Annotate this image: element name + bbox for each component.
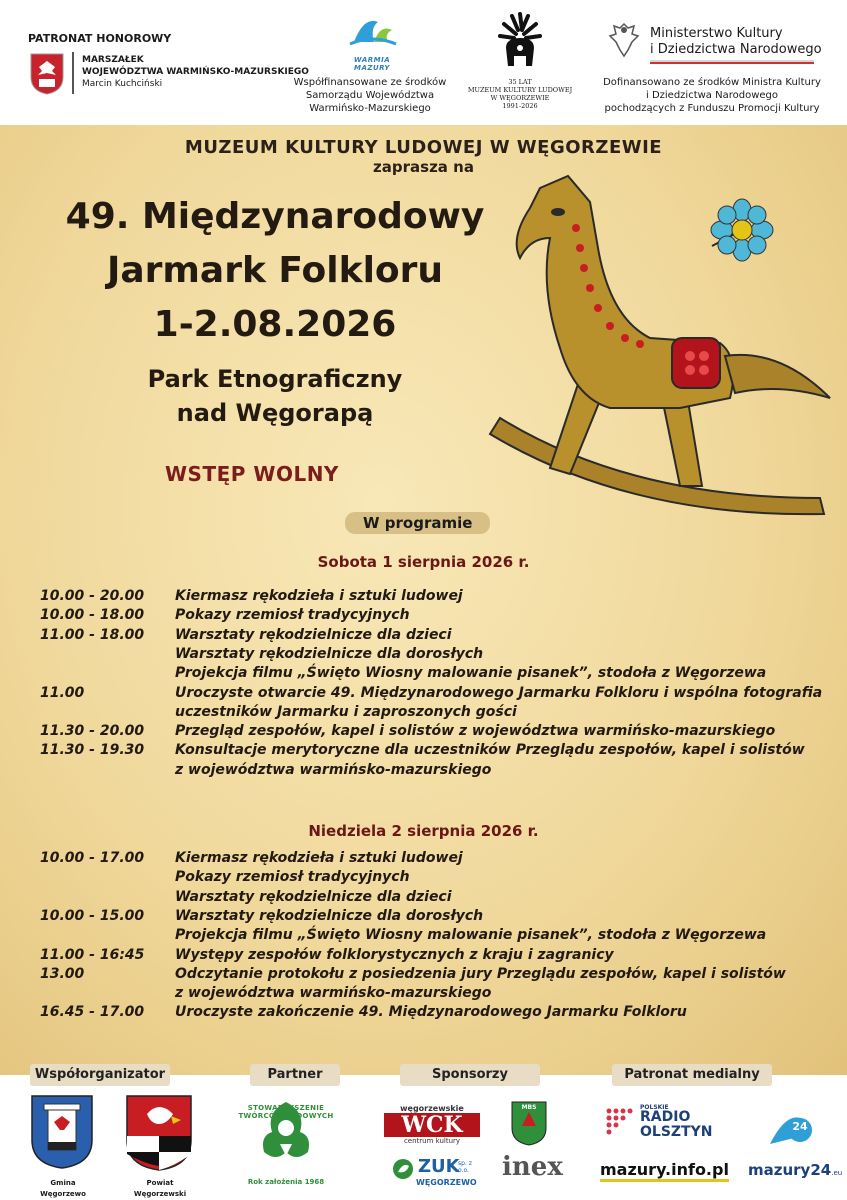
- schedule-description: Warsztaty rękodzielnicze dla dzieci: [175, 626, 452, 643]
- ministry-fund-line3: pochodzących z Funduszu Promocji Kultury: [604, 103, 820, 114]
- anniv-line3: W WĘGORZEWIE: [490, 94, 550, 102]
- event-title: [40, 190, 510, 352]
- gmina-label: Gmina Węgorzewo: [40, 1179, 86, 1198]
- schedule-time: 16.45 - 17.00: [40, 1004, 145, 1021]
- flower-icon: [711, 199, 773, 261]
- wck-top: węgorzewskie: [400, 1104, 464, 1113]
- wck-logo: [384, 1104, 480, 1146]
- schedule-description: Kiermasz rękodzieła i sztuki ludowej: [175, 850, 463, 866]
- powiat-coat-of-arms: [125, 1094, 193, 1172]
- warmia-logo-text: WARMIA MAZURY: [353, 56, 391, 72]
- title-line2: Jarmark Folkloru: [106, 250, 444, 291]
- zuk-main: ZUK: [418, 1156, 460, 1177]
- powiat-label: Powiat Węgorzewski: [133, 1179, 187, 1198]
- title-line1: 49. Międzynarodowy: [65, 196, 485, 237]
- schedule-description: Warsztaty rękodzielnicze dla dzieci: [175, 888, 452, 905]
- schedule-time: 11.30 - 20.00: [40, 723, 145, 740]
- gmina-coat-of-arms: [30, 1094, 94, 1170]
- event-dates: 1-2.08.2026: [153, 304, 397, 345]
- polish-eagle-icon: [606, 20, 642, 62]
- mbs-text: MBS: [521, 1104, 537, 1111]
- day2-heading: Niedziela 2 sierpnia 2026 r.: [308, 822, 539, 840]
- zuk-town: WĘGORZEWO: [416, 1178, 477, 1187]
- zuk-logo: [392, 1156, 482, 1190]
- schedule-description: Projekcja filmu „Święto Wiosny malowanie pisanek”, stodoła z Węgorzewa: [175, 665, 767, 682]
- schedule-time: 13.00: [40, 965, 85, 982]
- schedule-description: Pokazy rzemiosł tradycyjnych: [175, 869, 410, 886]
- inex-logo: inex: [502, 1152, 563, 1182]
- media-label: Patronat medialny: [612, 1064, 772, 1086]
- ministry-funding-text: [600, 76, 824, 115]
- schedule-description: z województwa warmińsko-mazurskiego: [175, 761, 492, 778]
- wck-main: WCK: [384, 1113, 480, 1137]
- invites-text: zaprasza na: [373, 158, 474, 176]
- warmia-mazury-logo: [344, 12, 400, 72]
- marshal-name: Marcin Kuchciński: [82, 79, 163, 89]
- rocking-horse-illustration: [480, 168, 840, 538]
- ministry-fund-line1: Dofinansowano ze środków Ministra Kultury: [603, 77, 821, 88]
- marshal-line2: WOJEWÓDZTWA WARMIŃSKO-MAZURSKIEGO: [82, 67, 309, 77]
- radio-olsztyn-logo: [604, 1104, 724, 1148]
- coorganizer-label: Współorganizator: [30, 1064, 170, 1086]
- marshal-block: [82, 54, 309, 90]
- cofinance-line2: Samorządu Województwa: [305, 90, 435, 101]
- anniv-line2: MUZEUM KULTURY LUDOWEJ: [467, 86, 573, 94]
- anniv-line4: 1991-2026: [502, 102, 538, 110]
- mazury-info-logo: mazury.info.pl: [600, 1160, 729, 1182]
- ministry-name: [650, 26, 822, 58]
- sponsors-label: Sponsorzy: [400, 1064, 540, 1086]
- schedule-time: 10.00 - 17.00: [40, 850, 145, 866]
- program-label: W programie: [345, 512, 490, 534]
- schedule-description: Uroczyste otwarcie 49. Międzynarodowego Jarmarku Folkloru i wspólna fotografia: [175, 684, 823, 701]
- schedule-time: 11.00: [40, 684, 85, 701]
- schedule-time: 11.00 - 18.00: [40, 626, 145, 643]
- mazury24-num: 24: [792, 1120, 808, 1133]
- schedule-description: Uroczyste zakończenie 49. Międzynarodowego Jarmarku Folkloru: [175, 1004, 687, 1021]
- header-bar: [0, 0, 847, 125]
- radio-dots-icon: [604, 1106, 634, 1136]
- schedule-time: 11.30 - 19.30: [40, 742, 145, 759]
- museum-name: MUZEUM KULTURY LUDOWEJ W WĘGORZEWIE: [184, 137, 663, 158]
- marshal-line1: MARSZAŁEK: [82, 55, 144, 65]
- ministry-line2: i Dziedzictwa Narodowego: [650, 42, 822, 57]
- radio-line1: RADIO: [640, 1109, 691, 1125]
- schedule-time: 11.00 - 16:45: [40, 946, 145, 963]
- schedule-description: Projekcja filmu „Święto Wiosny malowanie pisanek”, stodoła z Węgorzewa: [175, 927, 767, 944]
- leaf-icon: [392, 1158, 414, 1180]
- ministry-fund-line2: i Dziedzictwa Narodowego: [646, 90, 778, 101]
- schedule-time: 10.00 - 20.00: [40, 588, 145, 604]
- schedule-description: uczestników Jarmarku i zaproszonych gości: [175, 703, 517, 720]
- radio-line2: OLSZTYN: [640, 1124, 713, 1140]
- schedule-description: Warsztaty rękodzielnicze dla dorosłych: [175, 907, 484, 924]
- flag-stripe: [650, 60, 814, 63]
- mazury24-icon: [760, 1104, 820, 1148]
- schedule-description: Konsultacje merytoryczne dla uczestników Przeglądu zespołów, kapel i solistów: [175, 742, 805, 759]
- partner-ring-text: STOWARZYSZENIE TWÓRCÓW LUDOWYCH: [238, 1104, 334, 1120]
- schedule-description: Warsztaty rękodzielnicze dla dorosłych: [175, 645, 484, 662]
- cofinance-line1: Współfinansowane ze środków: [293, 77, 447, 88]
- schedule-description: Odczytanie protokołu z posiedzenia jury Przeglądu zespołów, kapel i solistów: [175, 965, 786, 982]
- schedule-time: 10.00 - 15.00: [40, 907, 145, 924]
- venue-line2: nad Węgorapą: [176, 399, 374, 427]
- cofinance-text: [290, 76, 450, 115]
- anniv-line1: 35 LAT: [508, 78, 532, 86]
- mazury24-logo: [748, 1160, 842, 1179]
- mbs-logo: [510, 1100, 548, 1146]
- schedule-description: Kiermasz rękodzieła i sztuki ludowej: [175, 588, 463, 604]
- schedule-description: Występy zespołów folklorystycznych z kraju i zagranicy: [175, 946, 614, 963]
- mazury24-suffix: .eu: [831, 1169, 843, 1177]
- radio-small: POLSKIE: [640, 1104, 669, 1111]
- wck-bottom: centrum kultury: [403, 1137, 461, 1145]
- anniversary-text: [440, 78, 600, 110]
- museum-anniversary-logo: [490, 8, 550, 76]
- divider: [72, 52, 74, 94]
- voivodeship-coat-of-arms: [30, 53, 64, 95]
- cofinance-line3: Warmińsko-Mazurskiego: [309, 103, 431, 114]
- ministry-line1: Ministerstwo Kultury: [650, 26, 783, 41]
- venue: [40, 362, 510, 430]
- venue-line1: Park Etnograficzny: [147, 365, 403, 393]
- partner-founded: Rok założenia 1968: [247, 1178, 325, 1186]
- schedule-time: 10.00 - 18.00: [40, 607, 145, 624]
- schedule-description: Pokazy rzemiosł tradycyjnych: [175, 607, 410, 624]
- schedule-description: z województwa warmińsko-mazurskiego: [175, 985, 492, 1002]
- mazury24-text: mazury24: [748, 1161, 832, 1179]
- day1-heading: Sobota 1 sierpnia 2026 r.: [317, 553, 530, 571]
- schedule-description: Przegląd zespołów, kapel i solistów z województwa warmińsko-mazurskiego: [175, 723, 776, 740]
- free-entry: WSTĘP WOLNY: [165, 462, 339, 486]
- zuk-suffix: sp. z o.o.: [458, 1160, 472, 1174]
- patron-label: PATRONAT HONOROWY: [28, 32, 172, 45]
- partner-label: Partner: [250, 1064, 340, 1086]
